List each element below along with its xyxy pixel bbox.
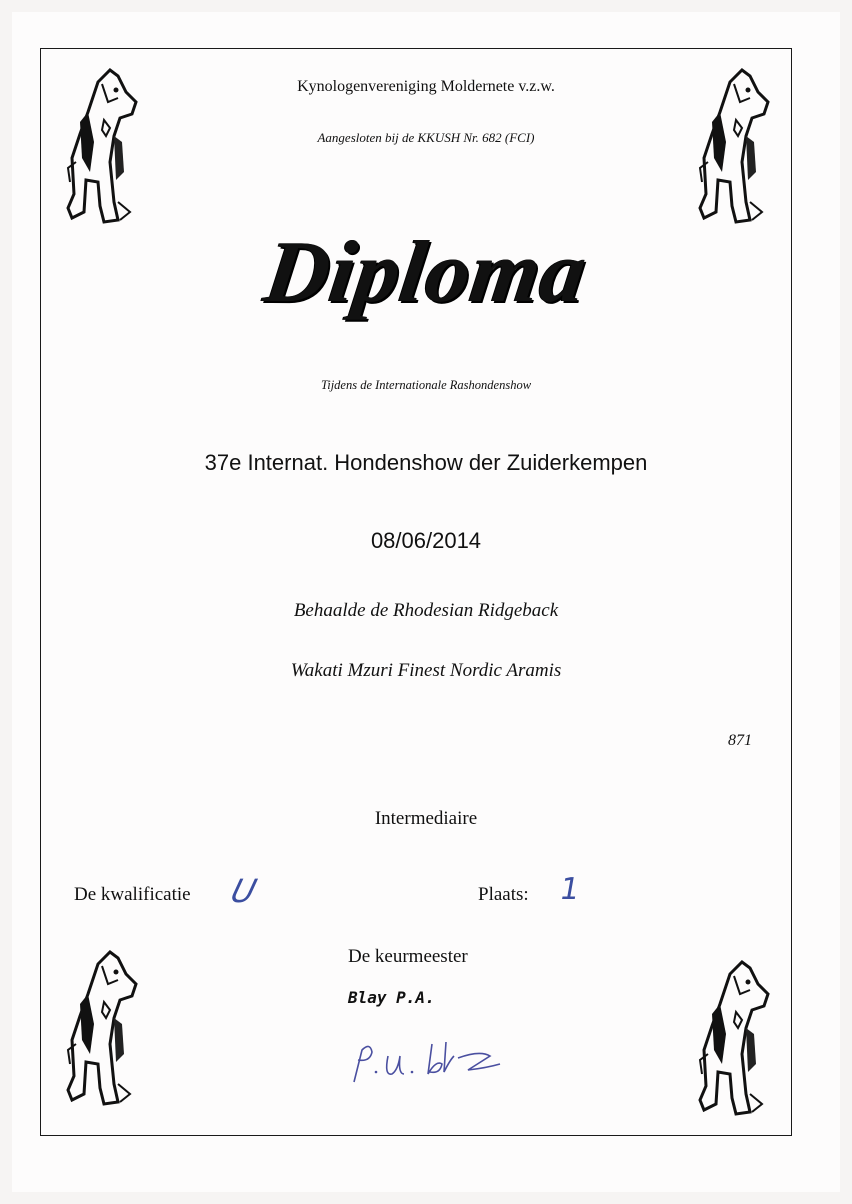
place-value: 1 [556,872,583,907]
event-subtitle: Tijdens de Internationale Rashondenshow [320,378,532,392]
judge-name: Blay P.A. [348,988,435,1007]
class-name: Intermediaire [374,808,478,829]
diploma-border [40,48,792,1136]
qualification-label: De kwalificatie [74,884,191,905]
judge-signature [340,1030,510,1090]
show-date: 08/06/2014 [370,528,482,553]
judge-label: De keurmeester [348,946,468,967]
affiliation-line: Aangesloten bij de KKUSH Nr. 682 (FCI) [317,130,535,145]
breed-line: Behaalde de Rhodesian Ridgeback [293,600,559,621]
qualification-value: U [226,872,261,910]
catalog-number: 871 [728,732,752,749]
show-name: 37e Internat. Hondenshow der Zuiderkempen [204,450,648,475]
dog-name: Wakati Mzuri Finest Nordic Aramis [290,660,562,681]
place-label: Plaats: [478,884,529,905]
dog-logo-icon [58,944,148,1109]
diploma-title: Diploma [259,224,593,321]
organisation-name: Kynologenvereniging Moldernete v.z.w. [297,78,555,95]
dog-logo-icon [690,954,780,1119]
